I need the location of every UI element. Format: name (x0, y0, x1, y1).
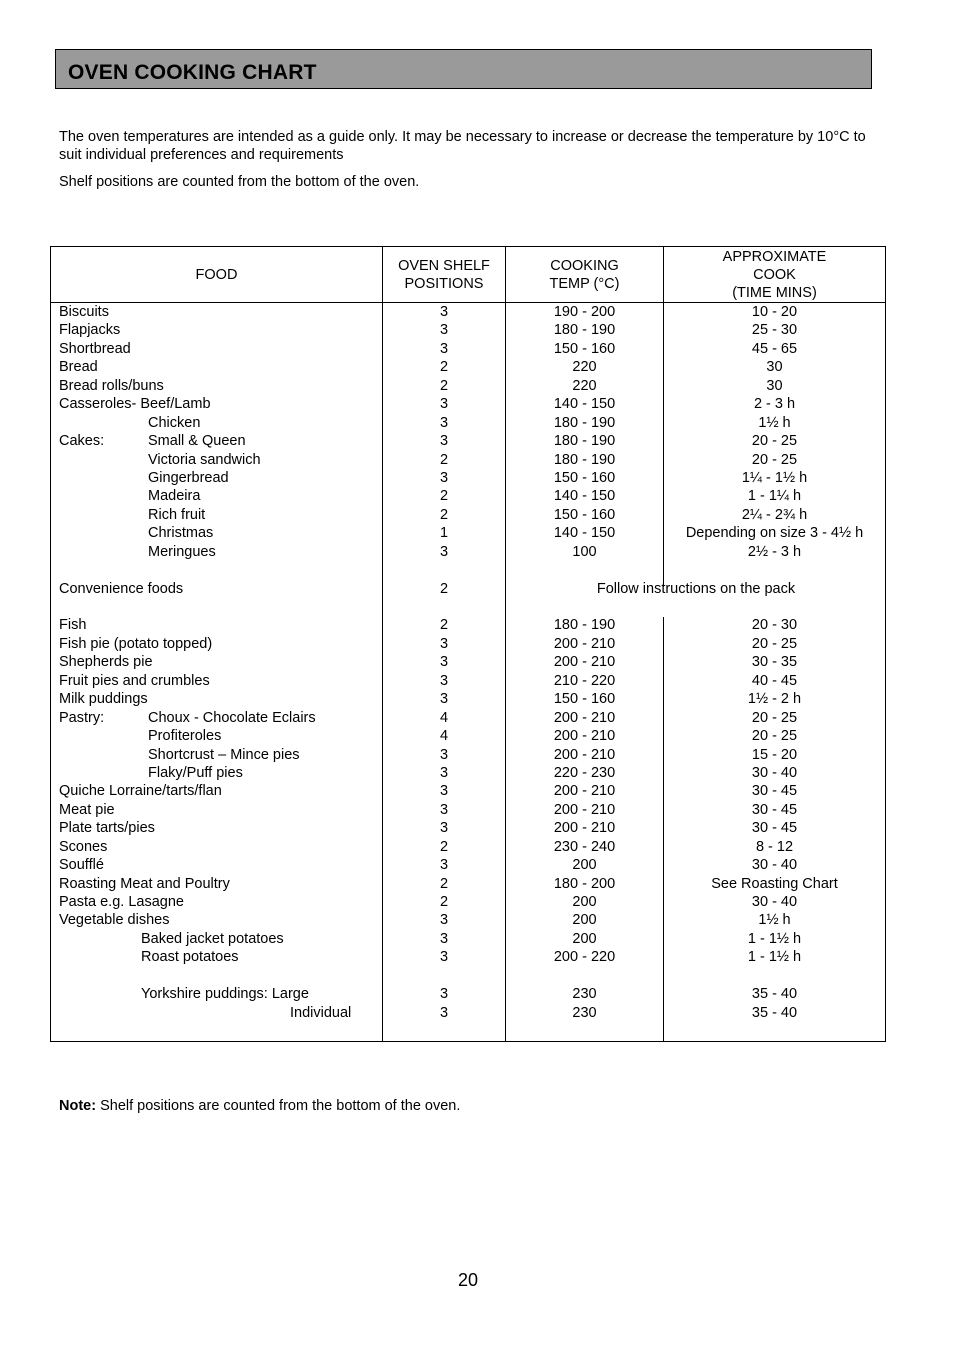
shelf-position: 3 (439, 672, 449, 689)
cooking-time: See Roasting Chart (711, 875, 838, 892)
table-row (51, 432, 885, 450)
shelf-position: 2 (439, 359, 449, 376)
cooking-temp: 180 - 190 (553, 414, 616, 431)
food-subitem: Yorkshire puddings: Large (141, 986, 309, 1003)
cooking-time: 35 - 40 (751, 1004, 798, 1021)
cooking-time: 20 - 25 (751, 451, 798, 468)
table-row (51, 801, 885, 819)
cooking-temp: 100 (572, 543, 597, 560)
footnote (59, 1097, 460, 1115)
shelf-position: 3 (439, 930, 449, 947)
shelf-position: 3 (439, 433, 449, 450)
shelf-position: 3 (439, 857, 449, 874)
cooking-time: 20 - 25 (751, 433, 798, 450)
table-spacer (51, 561, 885, 579)
food-name: Vegetable dishes (59, 912, 170, 929)
title-bar (55, 49, 872, 89)
shelf-position: 4 (439, 728, 449, 745)
table-row (51, 875, 885, 893)
food-name: Roasting Meat and Poultry (59, 875, 230, 892)
cooking-time: 1 - 1½ h (747, 930, 802, 947)
food-subitem: Meringues (148, 543, 216, 560)
table-row (51, 709, 885, 727)
food-subitem: Gingerbread (148, 469, 229, 486)
cooking-temp: 200 (572, 857, 597, 874)
table-row (51, 524, 885, 542)
table-row (51, 690, 885, 708)
shelf-position: 3 (439, 986, 449, 1003)
table-row (51, 782, 885, 800)
table-row (51, 948, 885, 966)
intro-paragraph-1: The oven temperatures are intended as a guide only. It may be necessary to increase or decrease the temperature by 10°C to suit individual preferences and requirements (59, 129, 866, 163)
cooking-time: 30 - 40 (751, 764, 798, 781)
cooking-time: 30 (766, 377, 783, 394)
shelf-position: 3 (439, 414, 449, 431)
cooking-temp: 200 - 210 (553, 783, 616, 800)
food-name: Bread rolls/buns (59, 377, 164, 394)
table-row (51, 1004, 885, 1022)
table-row (51, 469, 885, 487)
cooking-temp: 150 - 160 (553, 506, 616, 523)
food-name: Pasta e.g. Lasagne (59, 894, 184, 910)
shelf-position: 2 (439, 451, 449, 468)
food-name: Soufflé (59, 857, 104, 874)
shelf-position: 3 (439, 469, 449, 486)
table-row (51, 819, 885, 837)
food-subitem: Shortcrust – Mince pies (148, 746, 300, 763)
food-name: Fish pie (potato topped) (59, 635, 213, 652)
cooking-time: 8 - 12 (755, 838, 794, 855)
shelf-position: 3 (439, 322, 449, 339)
shelf-position: 3 (439, 304, 449, 320)
cooking-temp: 180 - 190 (553, 433, 616, 450)
header-food: FOOD (195, 266, 238, 283)
cooking-temp: 230 (572, 986, 597, 1003)
cooking-time: 1½ h (758, 414, 791, 431)
food-name: Casseroles- Beef/Lamb (59, 396, 211, 413)
cooking-temp: 180 - 190 (553, 322, 616, 339)
shelf-position: 3 (439, 764, 449, 781)
shelf-position: 3 (439, 340, 449, 357)
cooking-time: 2¼ - 2¾ h (741, 506, 808, 523)
cooking-time: Depending on size 3 - 4½ h (685, 525, 864, 542)
table-row (51, 358, 885, 376)
cooking-temp: 150 - 160 (553, 691, 616, 708)
food-name: Flapjacks (59, 322, 121, 339)
cooking-time: 1 - 1½ h (747, 949, 802, 966)
shelf-position: 1 (439, 525, 449, 542)
header-shelf: OVEN SHELF POSITIONS (398, 257, 490, 292)
table-row (51, 506, 885, 524)
cooking-temp: 220 (572, 377, 597, 394)
table-row (51, 340, 885, 358)
cooking-temp: 140 - 150 (553, 488, 616, 505)
cooking-temp: 200 - 210 (553, 746, 616, 763)
shelf-position: 2 (439, 617, 449, 634)
cooking-time: 35 - 40 (751, 986, 798, 1003)
shelf-position: 3 (439, 691, 449, 708)
table-row (51, 616, 885, 634)
food-name: Scones (59, 838, 108, 855)
table-body (51, 303, 885, 1022)
cooking-temp: 210 - 220 (553, 672, 616, 689)
header-temp: COOKING TEMP (°C) (549, 257, 620, 292)
cooking-temp: 200 - 210 (553, 820, 616, 837)
cooking-time: 1½ - 2 h (747, 691, 802, 708)
table-row (51, 764, 885, 782)
note-label: Note: (59, 1098, 97, 1114)
table-row (51, 377, 885, 395)
cooking-time: 1¼ - 1½ h (741, 469, 808, 486)
cooking-time: 30 - 40 (751, 894, 798, 910)
table-row (51, 635, 885, 653)
shelf-position: 2 (439, 488, 449, 505)
food-name: Bread (59, 359, 98, 376)
cooking-temp: 200 - 210 (553, 709, 616, 726)
cooking-time: 20 - 30 (751, 617, 798, 634)
cooking-time: 10 - 20 (751, 304, 798, 320)
cooking-time: 30 - 45 (751, 783, 798, 800)
cooking-temp: 200 - 210 (553, 635, 616, 652)
food-name: Pastry: (59, 709, 105, 726)
cooking-time: 20 - 25 (751, 709, 798, 726)
food-name: Shepherds pie (59, 654, 153, 671)
cooking-time: 2½ - 3 h (747, 543, 802, 560)
shelf-position: 3 (439, 949, 449, 966)
table-row (51, 856, 885, 874)
food-name: Quiche Lorraine/tarts/flan (59, 783, 222, 800)
shelf-position: 3 (439, 396, 449, 413)
table-row (51, 727, 885, 745)
note-text: Shelf positions are counted from the bottom of the oven. (96, 1098, 461, 1114)
table-row (51, 395, 885, 413)
cooking-temp: 200 (572, 930, 597, 947)
cooking-time: 1½ h (758, 912, 791, 929)
food-name: Shortbread (59, 340, 131, 357)
cooking-time: 40 - 45 (751, 672, 798, 689)
food-subitem: Christmas (148, 525, 214, 542)
table-row (51, 893, 885, 911)
cooking-time: 2 - 3 h (753, 396, 796, 413)
food-name: Cakes: (59, 433, 105, 450)
shelf-position: 3 (439, 820, 449, 837)
food-name: Fruit pies and crumbles (59, 672, 210, 689)
cooking-temp: 150 - 160 (553, 469, 616, 486)
food-subitem: Roast potatoes (141, 949, 239, 966)
shelf-position: 2 (439, 377, 449, 394)
cooking-temp: 200 (572, 912, 597, 929)
shelf-position: 3 (439, 1004, 449, 1021)
shelf-position: 3 (439, 635, 449, 652)
table-row (51, 746, 885, 764)
shelf-position: 2 (439, 580, 449, 597)
table-row (51, 580, 885, 598)
shelf-position: 2 (439, 875, 449, 892)
table-spacer (51, 967, 885, 985)
food-subitem: Flaky/Puff pies (148, 764, 243, 781)
cooking-temp: 200 (572, 894, 597, 910)
food-name: Fish (59, 617, 87, 634)
cooking-temp: 230 - 240 (553, 838, 616, 855)
food-name: Biscuits (59, 304, 109, 320)
cooking-temp: 140 - 150 (553, 396, 616, 413)
shelf-position: 3 (439, 654, 449, 671)
food-name: Milk puddings (59, 691, 148, 708)
table-row (51, 487, 885, 505)
food-subitem: Rich fruit (148, 506, 206, 523)
food-subitem: Small & Queen (148, 433, 246, 450)
cooking-time: 25 - 30 (751, 322, 798, 339)
table-row (51, 911, 885, 929)
page-title: OVEN COOKING CHART (68, 61, 317, 84)
cooking-instruction: Follow instructions on the pack (596, 580, 796, 597)
cooking-time: 1 - 1¼ h (747, 488, 802, 505)
page-number: 20 (457, 1270, 479, 1290)
table-row (51, 672, 885, 690)
shelf-position: 2 (439, 506, 449, 523)
shelf-position: 3 (439, 543, 449, 560)
cooking-time: 30 - 40 (751, 857, 798, 874)
cooking-time: 15 - 20 (751, 746, 798, 763)
food-subitem: Individual (290, 1004, 352, 1021)
shelf-position: 3 (439, 801, 449, 818)
table-row (51, 451, 885, 469)
table-row (51, 321, 885, 339)
food-subitem: Victoria sandwich (148, 451, 261, 468)
cooking-temp: 200 - 210 (553, 728, 616, 745)
food-subitem: Profiteroles (148, 728, 222, 745)
shelf-position: 3 (439, 783, 449, 800)
shelf-position: 3 (439, 746, 449, 763)
cooking-time: 20 - 25 (751, 635, 798, 652)
cooking-time: 45 - 65 (751, 340, 798, 357)
cooking-temp: 180 - 200 (553, 875, 616, 892)
intro-paragraph-2: Shelf positions are counted from the bottom of the oven. (59, 174, 420, 190)
cooking-temp: 200 - 210 (553, 654, 616, 671)
cooking-temp: 150 - 160 (553, 340, 616, 357)
cooking-temp: 180 - 190 (553, 617, 616, 634)
table-row (51, 930, 885, 948)
food-subitem: Baked jacket potatoes (141, 930, 284, 947)
table-row (51, 543, 885, 561)
cooking-temp: 220 - 230 (553, 764, 616, 781)
shelf-position: 2 (439, 838, 449, 855)
table-row (51, 653, 885, 671)
cooking-temp: 190 - 200 (553, 304, 616, 320)
food-subitem: Chicken (148, 414, 201, 431)
food-subitem: Choux - Chocolate Eclairs (148, 709, 316, 726)
cooking-temp: 200 - 220 (553, 949, 616, 966)
cooking-temp: 200 - 210 (553, 801, 616, 818)
food-name: Meat pie (59, 801, 115, 818)
cooking-time: 30 - 45 (751, 820, 798, 837)
cooking-time: 20 - 25 (751, 728, 798, 745)
table-row (51, 303, 885, 321)
food-subitem: Madeira (148, 488, 201, 505)
cooking-time: 30 - 35 (751, 654, 798, 671)
cooking-chart-table (50, 246, 886, 1042)
shelf-position: 2 (439, 894, 449, 910)
food-name: Convenience foods (59, 580, 184, 597)
cooking-time: 30 - 45 (751, 801, 798, 818)
shelf-position: 3 (439, 912, 449, 929)
table-spacer (51, 598, 885, 616)
cooking-temp: 220 (572, 359, 597, 376)
table-row (51, 985, 885, 1003)
table-row (51, 414, 885, 432)
food-name: Plate tarts/pies (59, 820, 155, 837)
cooking-temp: 140 - 150 (553, 525, 616, 542)
cooking-time: 30 (766, 359, 783, 376)
cooking-temp: 180 - 190 (553, 451, 616, 468)
header-time: APPROXIMATE COOK (TIME MINS) (722, 249, 827, 301)
cooking-temp: 230 (572, 1004, 597, 1021)
table-row (51, 838, 885, 856)
shelf-position: 4 (439, 709, 449, 726)
